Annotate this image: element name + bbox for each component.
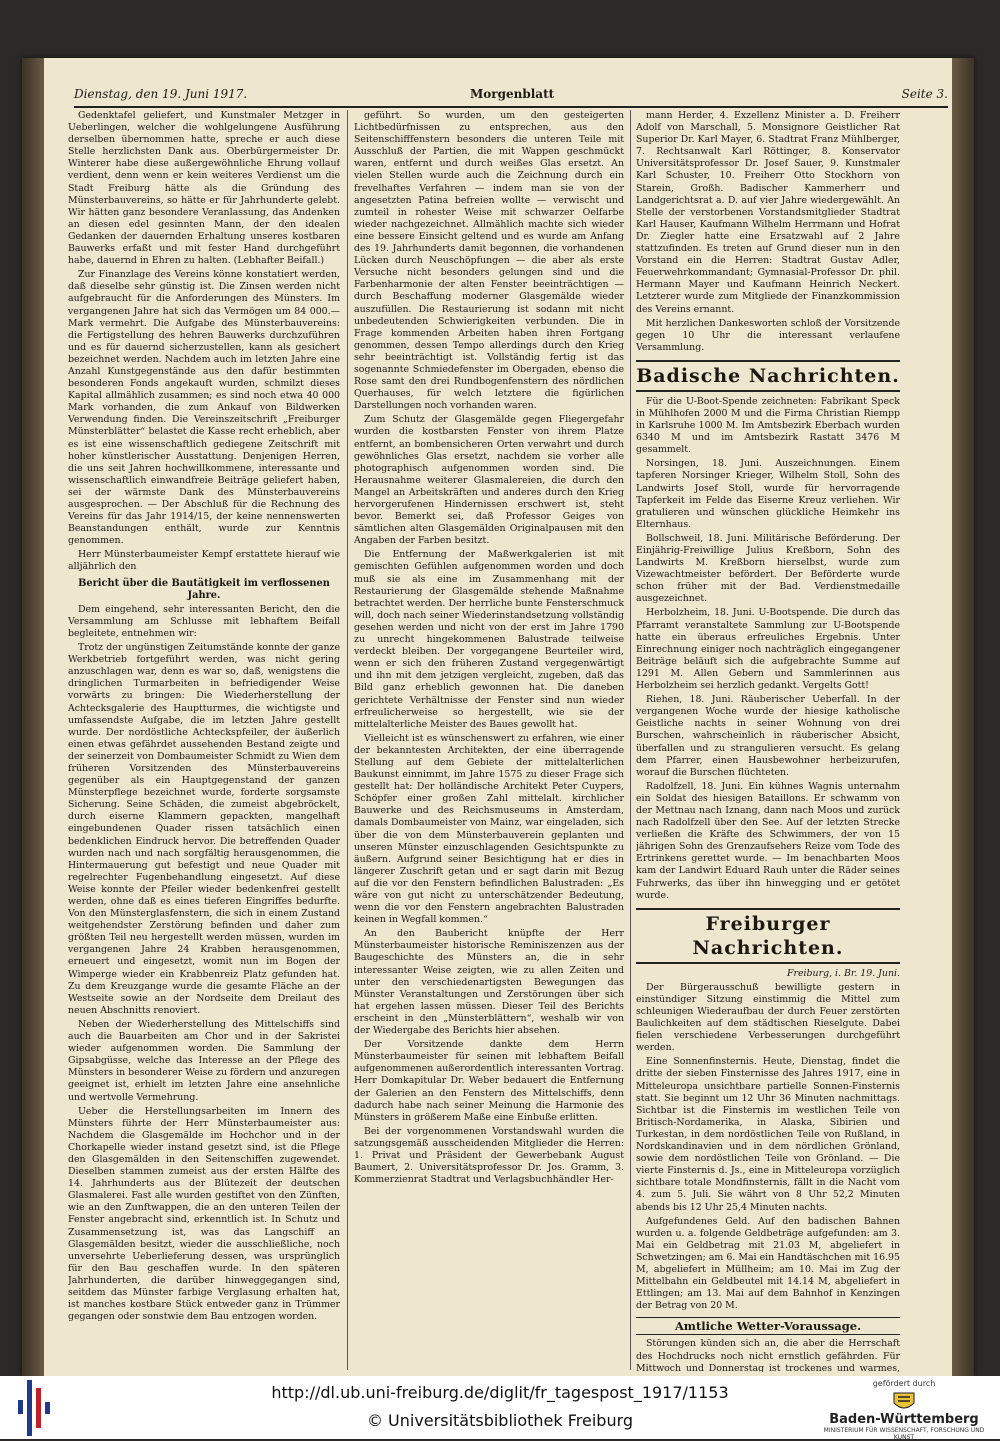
paragraph: Die Entfernung der Maßwerkgalerien ist mit gemischten Gefühlen aufgenommen worden und doch muß sie als eine im Zusammenhang mit der Restaurierung der Glasgemälde stehende Maßnahme betrachtet werden. Der herrliche bunte Fensterschmuck will, doch nach seiner Wiederinstandsetzung vollständig gesehen werden und nicht von der erst im Jahre 1790 zu unrecht hingekommenen Balustrade teilweise verdeckt bleiben. Der vorgegangene Beurteiler wird, wenn er sich den früheren Zustand vergegenwärtigt und ihn mit dem jetzigen vergleicht, zugeben, daß das Bild ganz erheblich gewonnen hat. Die daneben gerichtete Verhältnisse der Fenster sind nun wieder erfreulicherweise so hergestellt, wie sie der mittelalterliche Meister des Baues gewollt hat. [354,549,624,730]
paragraph: Herr Münsterbaumeister Kempf erstattete hierauf wie alljährlich den [68,549,340,573]
dateline: Freiburg, i. Br. 19. Juni. [787,967,900,979]
header-page-number: Seite 3. [901,87,948,101]
paragraph: Zum Schutz der Glasgemälde gegen Fliegergefahr wurden die kostbarsten Fenster von ihrem Platze entfernt, an bombensicheren Orten verwahrt und durch gewöhnliches Glas ersetzt, nachdem sie vorher alle photographisch aufgenommen worden sind. Die Herausnahme weiterer Glasmalereien, die durch den Mangel an Arbeitskräften und anderes durch den Krieg hervorgerufenen Hindernissen erschwert ist, steht bevor. Bemerkt sei, daß Professor Geiges von sämtlichen alten Glasgemälden Originalpausen mit den Angaben der Farben besitzt. [354,414,624,547]
column-1 [68,110,340,1372]
news-item: Herbolzheim, 18. Juni. U-Bootspende. Die durch das Pfarramt veranstaltete Sammlung zur U-Bootspende hatte ein überaus erfreuliches Ergebnis. Unter Einrechnung einiger noch nachträglich eingegangener Beiträge beläuft sich die aufgebrachte Summe auf 1291 M. Allen Gebern und Sammlerinnen aus Herbolzheim sei herzlich gedankt. Vergelts Gott! [636,607,900,692]
paragraph: Trotz der ungünstigen Zeitumstände konnte der ganze Werkbetrieb fortgeführt werden, was nicht gering anzuschlagen war, denn es war so, daß, wenigstens die dringlichen Turmarbeiten in befriedigender Weise vorwärts zu bringen: Die Wiederherstellung der Achtecksgalerie des Hauptturmes, die wichtigste und umfassendste Aufgabe, die im letzten Jahre gestellt wurde. Der nordöstliche Achteckspfeiler, der äußerlich einen etwas gefährdet aussehenden Bestand zeigte und der seinerzeit von Dombaumeister Schmidt zu Wien dem früheren Vorsitzenden des Münsterbauvereins gegenüber als ein Hauptgegenstand der ganzen Münsterpflege bezeichnet wurde, forderte sorgsamste Sicherung. Seine Schäden, die zumeist abgebröckelt, durch eiserne Klammern gepackten, mangelhaft eingebundenen Quader rissen tatsächlich einen bedenklichen Eindruck hervor. Die betreffenden Quader wurden nach und nach sorgfältig herausgenommen, die Hintermauerung gut befestigt und neue Quader mit regelrechter Fugenbehandlung eingesetzt. Auf diese Weise konnte der Pfeiler wieder bedenkenfrei gestellt werden, ohne daß es eines tieferen Eingriffes bedurfte. Von den Münsterglasfenstern, die sich in einem Zustand weitgehendster Zerstörung befinden und daher zum größten Teil neu hergestellt werden müssen, wurden im vergangenen Jahre 24 Krabben herausgenommen, erneuert und eingesetzt, womit nun im Bogen der Wimperge wieder ein Krabbenreiz Platz gefunden hat. Zu dem Kreuzgange wurde die gesamte Fläche an der Westseite sowie an der Nordseite dem Dreilaut des neuen Abschnitts renoviert. [68,642,340,1016]
binding-edge-left [22,58,44,1376]
paragraph: Neben der Wiederherstellung des Mittelschiffs sind auch die Bauarbeiten am Chor und in der Sakristei wieder aufgenommen worden. Die Sammlung der Gipsabgüsse, welche das Interesse an der Pflege des Münsters in besonderer Weise zu fördern und anzuregen geeignet ist, erhielt im letzten Jahre eine ansehnliche und wertvolle Vermehrung. [68,1018,340,1103]
page-header [74,84,948,108]
news-item: Eine Sonnenfinsternis. Heute, Dienstag, findet die dritte der sieben Finsternisse des Jahres 1917, eine in Mitteleuropa unsichtbare partielle Sonnen-Finsternis statt. Sie beginnt um 12 Uhr 36 Minuten nachmittags. Sichtbar ist die Finsternis im westlichen Teile von Britisch-Nordamerika, in Alaska, Sibirien und Turkestan, in dem nordöstlichen Teile von Rußland, in Nordskandinavien und in dem nördlichen Grönland, sowie dem nordöstlichen Teile von Grönland. — Die vierte Finsternis d. Js., eine in Mitteleuropa vorzüglich sichtbare totale Mondfinsternis, fällt in die Nacht vom 4. zum 5. Juli. Sie währt von 8 Uhr 52,2 Minuten abends bis 12 Uhr 25,4 Minuten nachts. [636,1056,900,1213]
column-2 [354,110,624,1372]
section-heading-report: Bericht über die Bautätigkeit im verflossenen Jahre. [78,577,330,601]
column-rule [630,110,631,1370]
funded-by-label: gefördert durch [872,1379,936,1388]
weather-forecast: Störungen künden sich an, die aber die Herrschaft des Hochdrucks noch nicht ernstlich gefährden. Für Mittwoch und Donnerstag ist trockenes und warmes, [636,1338,900,1372]
news-item: Für die U-Boot-Spende zeichneten: Fabrikant Speck in Mühlhofen 2000 M und die Firma Christian Riempp in Karlsruhe 1000 M. Im Amtsbezirk Eberbach wurden 6340 M und im Amtsbezirk Rastatt 3476 M gesammelt. [636,395,900,456]
section-heading-freiburg: Freiburger Nachrichten. [636,908,900,964]
paragraph: Vielleicht ist es wünschenswert zu erfahren, wie einer der bekanntesten Architekten, der eine überragende Stellung auf dem Gebiete der mittelalterlichen Baukunst einnimmt, im Jahre 1575 zu dieser Frage sich gestellt hat: Der holländische Architekt Peter Cuypers, Schöpfer einer großen Zahl mittelalt. kirchlicher Bauwerke und des Reichsmuseums in Amsterdam, damals Dombaumeister von Mainz, war eingeladen, sich über die von dem Münsterbauverein geplanten und unseren Münster einzuschlagenden Gesichtspunkte zu äußern. Aufgrund seiner Besichtigung hat er dies in längerer Zuschrift getan und er sagt darin mit Bezug auf die vor den Fenstern befindlichen Balustraden: „Es wäre von gut nicht zu unterschätzender Bedeutung, wenn die vor den Fenstern angebrachten Balustraden keinen in Wegfall kommen.“ [354,732,624,926]
viewer-footer [0,1376,1000,1439]
header-date: Dienstag, den 19. Juni 1917. [74,87,248,101]
ministry-name: MINISTERIUM FÜR WISSENSCHAFT, FORSCHUNG UND KUNST [823,1427,985,1441]
paragraph: Dem eingehend, sehr interessanten Bericht, den die Versammlung am Schlusse mit lebhaftem Beifall begleitete, entnehmen wir: [68,603,340,639]
news-item: Radolfzell, 18. Juni. Ein kühnes Wagnis unternahm ein Soldat des hiesigen Bataillons. Er schwamm von der Mettnau nach Iznang, dann nach Moos und zurück nach Radolfzell über den See. Auf der letzten Strecke verließen die Kräfte des Schwimmers, der von 15 jährigen Sohn des Grenzaufsehers Reize vom Tode des Ertrinkens gerettet wurde. — Im benachbarten Moos kam der Landwirt Eduard Rauh unter die Räder seines Fuhrwerks, das über ihn hinwegging und er getötet wurde. [636,780,900,901]
state-crest-icon [889,1391,919,1413]
paragraph: geführt. So wurden, um den gesteigerten Lichtbedürfnissen zu entsprechen, aus den Seitenschifffenstern besonders die unteren Teile mit Ausschluß der Partien, die mit Wappen geschmückt waren, entfernt und durch weißes Glas ersetzt. An vielen Stellen wurde auch die Zeichnung durch ein frevelhaftes Verfahren — indem man sie von der angesetzten Patina befreien wollte — verwischt und zumteil in rohester Weise mit schwarzer Oelfarbe wieder nachgezeichnet. Allmählich machte sich wieder eine bessere Einsicht geltend und es wurde am Anfang des 19. Jahrhunderts damit begonnen, die vorhandenen Lücken durch Neuschöpfungen — die aber als erste Versuche nicht besonders gelungen sind und die Farbenharmonie der alten Fenster beeinträchtigen — durch Beschaffung moderner Glasgemälde wieder auszufüllen. Die Restaurierung ist sodann mit nicht unbedeutenden Schwierigkeiten verbunden. Die in Frage kommenden Arbeiten haben ihren Fortgang genommen, dessen Tempo allerdings durch den Krieg sehr beeinträchtigt ist. Vollständig fertig ist das sogenannte Schmiedefenster im Obergaden, ebenso die Rose samt den drei Rundbogenfenstern des nördlichen Querhauses, für welch letztere die figürlichen Darstellungen noch vorhanden waren. [354,110,624,412]
paragraph: An den Baubericht knüpfte der Herr Münsterbaumeister historische Reminiszenzen aus der Baugeschichte des Münsters an, die in sehr interessanter Weise zeigten, wie zu allen Zeiten und unter den verschiedenartigsten Bewegungen das Münster Veranstaltungen und Zerstörungen über sich hat ergehen lassen müssen. Dieser Teil des Berichts erscheint in den „Münsterblättern“, weshalb wir von der Wiedergabe des Berichts hier absehen. [354,928,624,1037]
news-item: Aufgefundenes Geld. Auf den badischen Bahnen wurden u. a. folgende Geldbeträge aufgefunden: am 3. Mai ein Geldbetrag mit 21.03 M, abgeliefert in Schwetzingen; am 6. Mai ein Handtäschchen mit 16.95 M, abgeliefert in Müllheim; am 10. Mai im Zug der Mittelbahn ein Geldbeutel mit 14.14 M, abgeliefert in Ettlingen; am 13. Mai auf dem Bahnhof in Kenzingen der Betrag von 20 M. [636,1215,900,1312]
section-heading-weather: Amtliche Wetter-Voraussage. [636,1317,900,1335]
paragraph: Mit herzlichen Dankesworten schloß der Vorsitzende gegen 10 Uhr die interessant verlaufene Versammlung. [636,317,900,353]
paragraph: Zur Finanzlage des Vereins könne konstatiert werden, daß dieselbe sehr günstig ist. Die Zinsen werden nicht aufgebraucht für die Anforderungen des Münsters. Im vergangenen Jahre hat sich das Vermögen um 84 000.— Mark vermehrt. Die Aufgabe des Münsterbauvereins: die Fertigstellung des hehren Bauwerks durchzuführen und es für dauernd sicherzustellen, kann als gesichert bezeichnet werden. Nachdem auch im letzten Jahre eine Anzahl Kunstgegenstände aus den dafür bestimmten besonderen Fonds angekauft wurden, schmilzt dieses Kapital allmählich zusammen; es sind noch etwa 40 000 Mark vorhanden, die zum Ankauf von Bildwerken Verwendung finden. Die Vereinszeitschrift „Freiburger Münsterblätter“ belastet die Kasse recht erheblich, aber es ist eine wissenschaftlich gediegene Zeitschrift mit hoher künstlerischer Ausstattung. Denjenigen Herren, die uns seit Jahren hochwillkommene, interessante und wissenschaftlich einwandfreie Beiträge geliefert haben, sei der wärmste Dank des Münsterbauvereins ausgesprochen. — Der Abschluß für die Rechnung des Vereins für das Jahr 1914/15, der keine nennenswerten Beanstandungen enthält, wurde zur Kenntnis genommen. [68,269,340,547]
news-item: Bollschweil, 18. Juni. Militärische Beförderung. Der Einjährig-Freiwillige Julius Kreßborn, Sohn des Landwirts M. Kreßborn hierselbst, wurde zum Vizewachtmeister befördert. Der Beförderte wurde schon früher mit der Bad. Verdienstmedaille ausgezeichnet. [636,532,900,605]
permalink-url[interactable]: http://dl.ub.uni-freiburg.de/diglit/fr_tagespost_1917/1153 [271,1383,729,1402]
section-heading-baden: Badische Nachrichten. [636,360,900,392]
header-title: Morgenblatt [470,87,555,101]
newspaper-page [22,58,974,1376]
paragraph: Ueber die Herstellungsarbeiten im Innern des Münsters führte der Herr Münsterbaumeister aus: Nachdem die Glasgemälde im Hochchor und in der Chorkapelle wieder instand gesetzt sind, ist die Pflege den Glasgemälden in den Seitenschiffen zugewendet. Dieselben stammen zumeist aus der ersten Hälfte des 14. Jahrhunderts aus der Blütezeit der deutschen Glasmalerei. Fast alle wurden gestiftet von den Zünften, wie an den Zunftwappen, die an den unteren Teilen der Fenster angebracht sind, erkenntlich ist. In Schutz und Zusammensetzung ist, was das Langschiff an Glasgemälden besitzt, wieder die ausschließliche, noch unversehrte Ueberlieferung dessen, was ursprünglich für den Bau geschaffen wurde. In den späteren Jahrhunderten, die darüber hinweggegangen sind, seitdem das Münster farbige Verglasung erhalten hat, ist manches kostbare Stück entweder ganz in Trümmer gegangen oder sonstwie dem Bau entzogen worden. [68,1105,340,1323]
news-item: Norsingen, 18. Juni. Auszeichnungen. Einem tapferen Norsinger Krieger, Wilhelm Stoll, Sohn des Landwirts Josef Stoll, wurde für hervorragende Tapferkeit im Felde das Eiserne Kreuz verliehen. Wir gratulieren und wünschen glückliche Heimkehr ins Elternhaus. [636,458,900,530]
paragraph: mann Herder, 4. Exzellenz Minister a. D. Freiherr Adolf von Marschall, 5. Monsignore Geistlicher Rat Superior Dr. Karl Mayer, 6. Stadtrat Franz Mühlberger, 7. Rechtsanwalt Karl Röttinger, 8. Konservator Universitätsprofessor Dr. Josef Sauer, 9. Kunstmaler Karl Schuster, 10. Freiherr Otto Stockhorn von Starein, Großh. Badischer Kammerherr und Landgerichtsrat a. D. auf vier Jahre wiedergewählt. An Stelle der verstorbenen Vorstandsmitglieder Stadtrat Karl Hauser, Kaufmann Wilhelm Herrmann und Hofrat Dr. Ziegler hatte eine Ersatzwahl auf 2 Jahre stattzufinden. Es treten auf Grund dieser nun in den Vorstand ein die Herren: Stadtrat Gustav Adler, Feuerwehrkommandant; Gymnasial-Professor Dr. phil. Hermann Mayer und Kaufmann Heinrich Neckert. Letzterer wurde zum Mitgliede der Finanzkommission des Vereins ernannt. [636,110,900,315]
copyright-notice: © Universitätsbibliothek Freiburg [366,1411,634,1430]
paragraph: Bei der vorgenommenen Vorstandswahl wurden die satzungsgemäß ausscheidenden Mitglieder die Herren: 1. Privat und Präsident der Gewerbebank August Baumert, 2. Universitätsprofessor Dr. Jos. Gramm, 3. Kommerzienrat Stadtrat und Verlagsbuchhändler Her- [354,1125,624,1186]
paragraph: Gedenktafel geliefert, und Kunstmaler Metzger in Ueberlingen, welcher die wohlgelungene Ausführung derselben übernommen hatte, spreche er auch diese Stelle herzlichsten Dank aus. Oberbürgermeister Dr. Winterer habe diese außergewöhnliche Ehrung vollauf verdient, denn wenn er kein weiteres Verdienst um die Stadt Freiburg hätte als die Gründung des Münsterbauvereins, so hätte er für Jahrhunderte gelebt. Wir hätten ganz besondere Veranlassung, das Andenken an diesen edel gesinnten Mann, der den idealen Gedanken der dauernden Erhaltung unseres kostbaren Bauwerks erfaßt und mit fester Hand durchgeführt habe, dauernd in Ehren zu halten. (Lebhafter Beifall.) [68,110,340,267]
column-3 [636,110,900,1372]
news-item: Riehen, 18. Juni. Räuberischer Ueberfall. In der vergangenen Woche wurde der hiesige katholische Geistliche nachts in seiner Wohnung von drei Burschen, wahrscheinlich in räuberischer Absicht, überfallen und zu strangulieren versucht. Es gelang dem Pfarrer, einen Hausbewohner herbeizurufen, worauf die Burschen flüchteten. [636,694,900,778]
column-rule [347,110,348,1370]
state-name: Baden-Württemberg [829,1412,979,1427]
news-item: Der Bürgerausschuß bewilligte gestern in einstündiger Sitzung einstimmig die Mittel zum schleunigen Wiederaufbau der durch Feuer zerstörten Baulichkeiten auf dem städtischen Rieselgute. Dabei fielen verschiedene Verbesserungen durchgeführt werden. [636,981,900,1054]
funding-logo [814,1379,994,1441]
binding-edge-right [952,58,974,1376]
paragraph: Der Vorsitzende dankte dem Herrn Münsterbaumeister für seinen mit lebhaftem Beifall aufgenommenen außerordentlich interessanten Vortrag. Herr Domkapitular Dr. Weber bedauert die Entfernung der Galerien an den Fenstern des Mittelschiffs, denn dadurch habe nach seiner Meinung die Harmonie des Münsters in größerem Maße eine Einbuße erlitten. [354,1039,624,1123]
